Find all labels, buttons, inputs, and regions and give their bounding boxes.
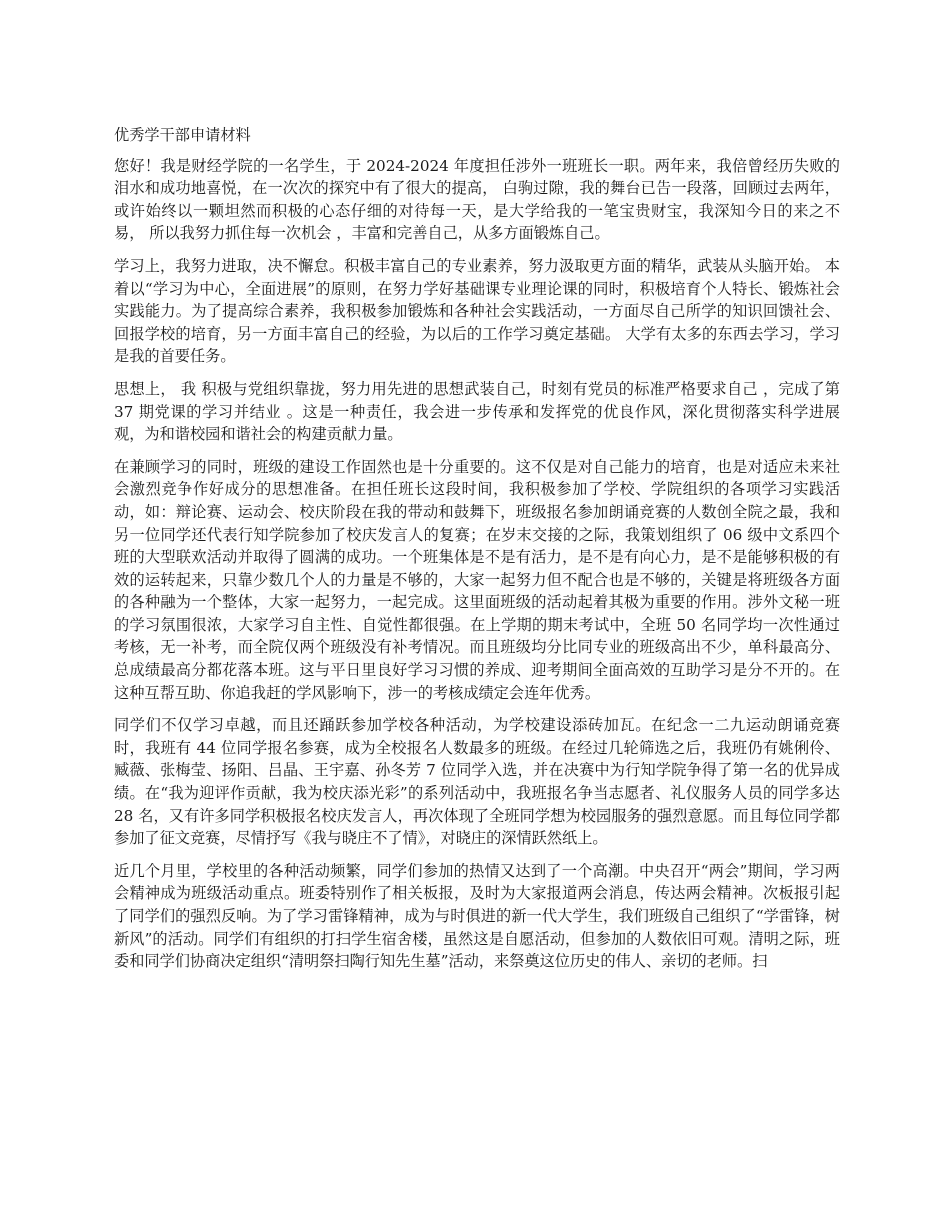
- document-page: [114, 124, 840, 983]
- document-title: 优秀学干部申请材料: [114, 126, 251, 144]
- paragraph-study: 学习上，我努力进取，决不懈怠。积极丰富自己的专业素养，努力汲取更方面的精华，武装从头脑开始。 本着以“学习为中心，全面进展”的原则，在努力学好基础课专业理论课的同时，积极培育个人特长、锻炼社会实践能力。为了提高综合素养，我积极参加锻炼和各种社会实践活动，一方面尽自己所学的知识回馈社会、回报学校的培育，另一方面丰富自己的经验，为以后的工作学习奠定基础。 大学有太多的东西去学习，学习是我的首要任务。: [114, 256, 840, 366]
- paragraph-ideology: 思想上， 我 积极与党组织靠拢，努力用先进的思想武装自己，时刻有党员的标准严格要求自己 ，完成了第 37 期党课的学习并结业 。这是一种责任，我会进一步传承和发挥党的优良作风，深化贯彻落实科学进展观，为和谐校园和谐社会的构建贡献力量。: [114, 379, 840, 444]
- paragraph-activities: 同学们不仅学习卓越，而且还踊跃参加学校各种活动，为学校建设添砖加瓦。在纪念一二九运动朗诵竞赛时，我班有 44 位同学报名参赛，成为全校报名人数最多的班级。在经过几轮筛选之后，我班仍有姚俐伶、臧薇、张梅莹、扬阳、吕晶、王宇嘉、孙冬芳 7 位同学入选，并在决赛中为行知学院争得了第一名的优异成绩。在“我为迎评作贡献，我为校庆添光彩”的系列活动中，我班报名争当志愿者、礼仪服务人员的同学多达 28 名，又有许多同学积极报名校庆发言人，再次体现了全班同学想为校园服务的强烈意愿。而且每位同学都参加了征文竞赛，尽情抒写《我与晓庄不了情》，对晓庄的深情跃然纸上。: [114, 716, 840, 848]
- paragraph-recent-months: 近几个月里，学校里的各种活动频繁，同学们参加的热情又达到了一个高潮。中央召开“两会”期间，学习两会精神成为班级活动重点。班委特别作了相关板报，及时为大家报道两会消息，传达两会精神。次板报引起了同学们的强烈反响。为了学习雷锋精神，成为与时俱进的新一代大学生，我们班级自己组织了“学雷锋，树新风”的活动。同学们有组织的打扫学生宿舍楼，虽然这是自愿活动，但参加的人数依旧可观。清明之际，班委和同学们协商决定组织“清明祭扫陶行知先生墓”活动，来祭奠这位历史的伟人、亲切的老师。扫: [114, 861, 840, 971]
- paragraph-class-building: 在兼顾学习的同时，班级的建设工作固然也是十分重要的。这不仅是对自己能力的培育，也是对适应未来社会激烈竞争作好成分的思想准备。在担任班长这段时间，我积极参加了学校、学院组织的各项学习实践活动，如：辩论赛、运动会、校庆阶段在我的带动和鼓舞下，班级报名参加朗诵竞赛的人数创全院之最，我和另一位同学还代表行知学院参加了校庆发言人的复赛；在岁末交接的之际，我策划组织了 06 级中文系四个班的大型联欢活动并取得了圆满的成功。一个班集体是不是有活力，是不是有向心力，是不是能够积极的有效的运转起来，只靠少数几个人的力量是不够的，大家一起努力但不配合也是不够的，关键是将班级各方面的各种融为一个整体，大家一起努力，一起完成。这里面班级的活动起着其极为重要的作用。涉外文秘一班的学习氛围很浓，大家学习自主性、自觉性都很强。在上学期的期末考试中，全班 50 名同学均一次性通过考核，无一补考，而全院仅两个班级没有补考情况。而且班级均分比同专业的班级高出不少，单科最高分、总成绩最高分都花落本班。这与平日里良好学习习惯的养成、迎考期间全面高效的互助学习是分不开的。在这种互帮互助、你追我赶的学风影响下，涉一的考核成绩定会连年优秀。: [114, 457, 840, 702]
- paragraph-greeting: 您好！我是财经学院的一名学生，于 2024-2024 年度担任涉外一班班长一职。两年来，我倍曾经历失败的泪水和成功地喜悦，在一次次的探究中有了很大的提高， 白驹过隙，我的舞台已告一段落，回顾过去两年， 或许始终以一颗坦然而积极的心态仔细的对待每一天，是大学给我的一笔宝贵财宝，我深知今日的来之不易， 所以我努力抓住每一次机会 ，丰富和完善自己，从多方面锻炼自己。: [114, 156, 840, 243]
